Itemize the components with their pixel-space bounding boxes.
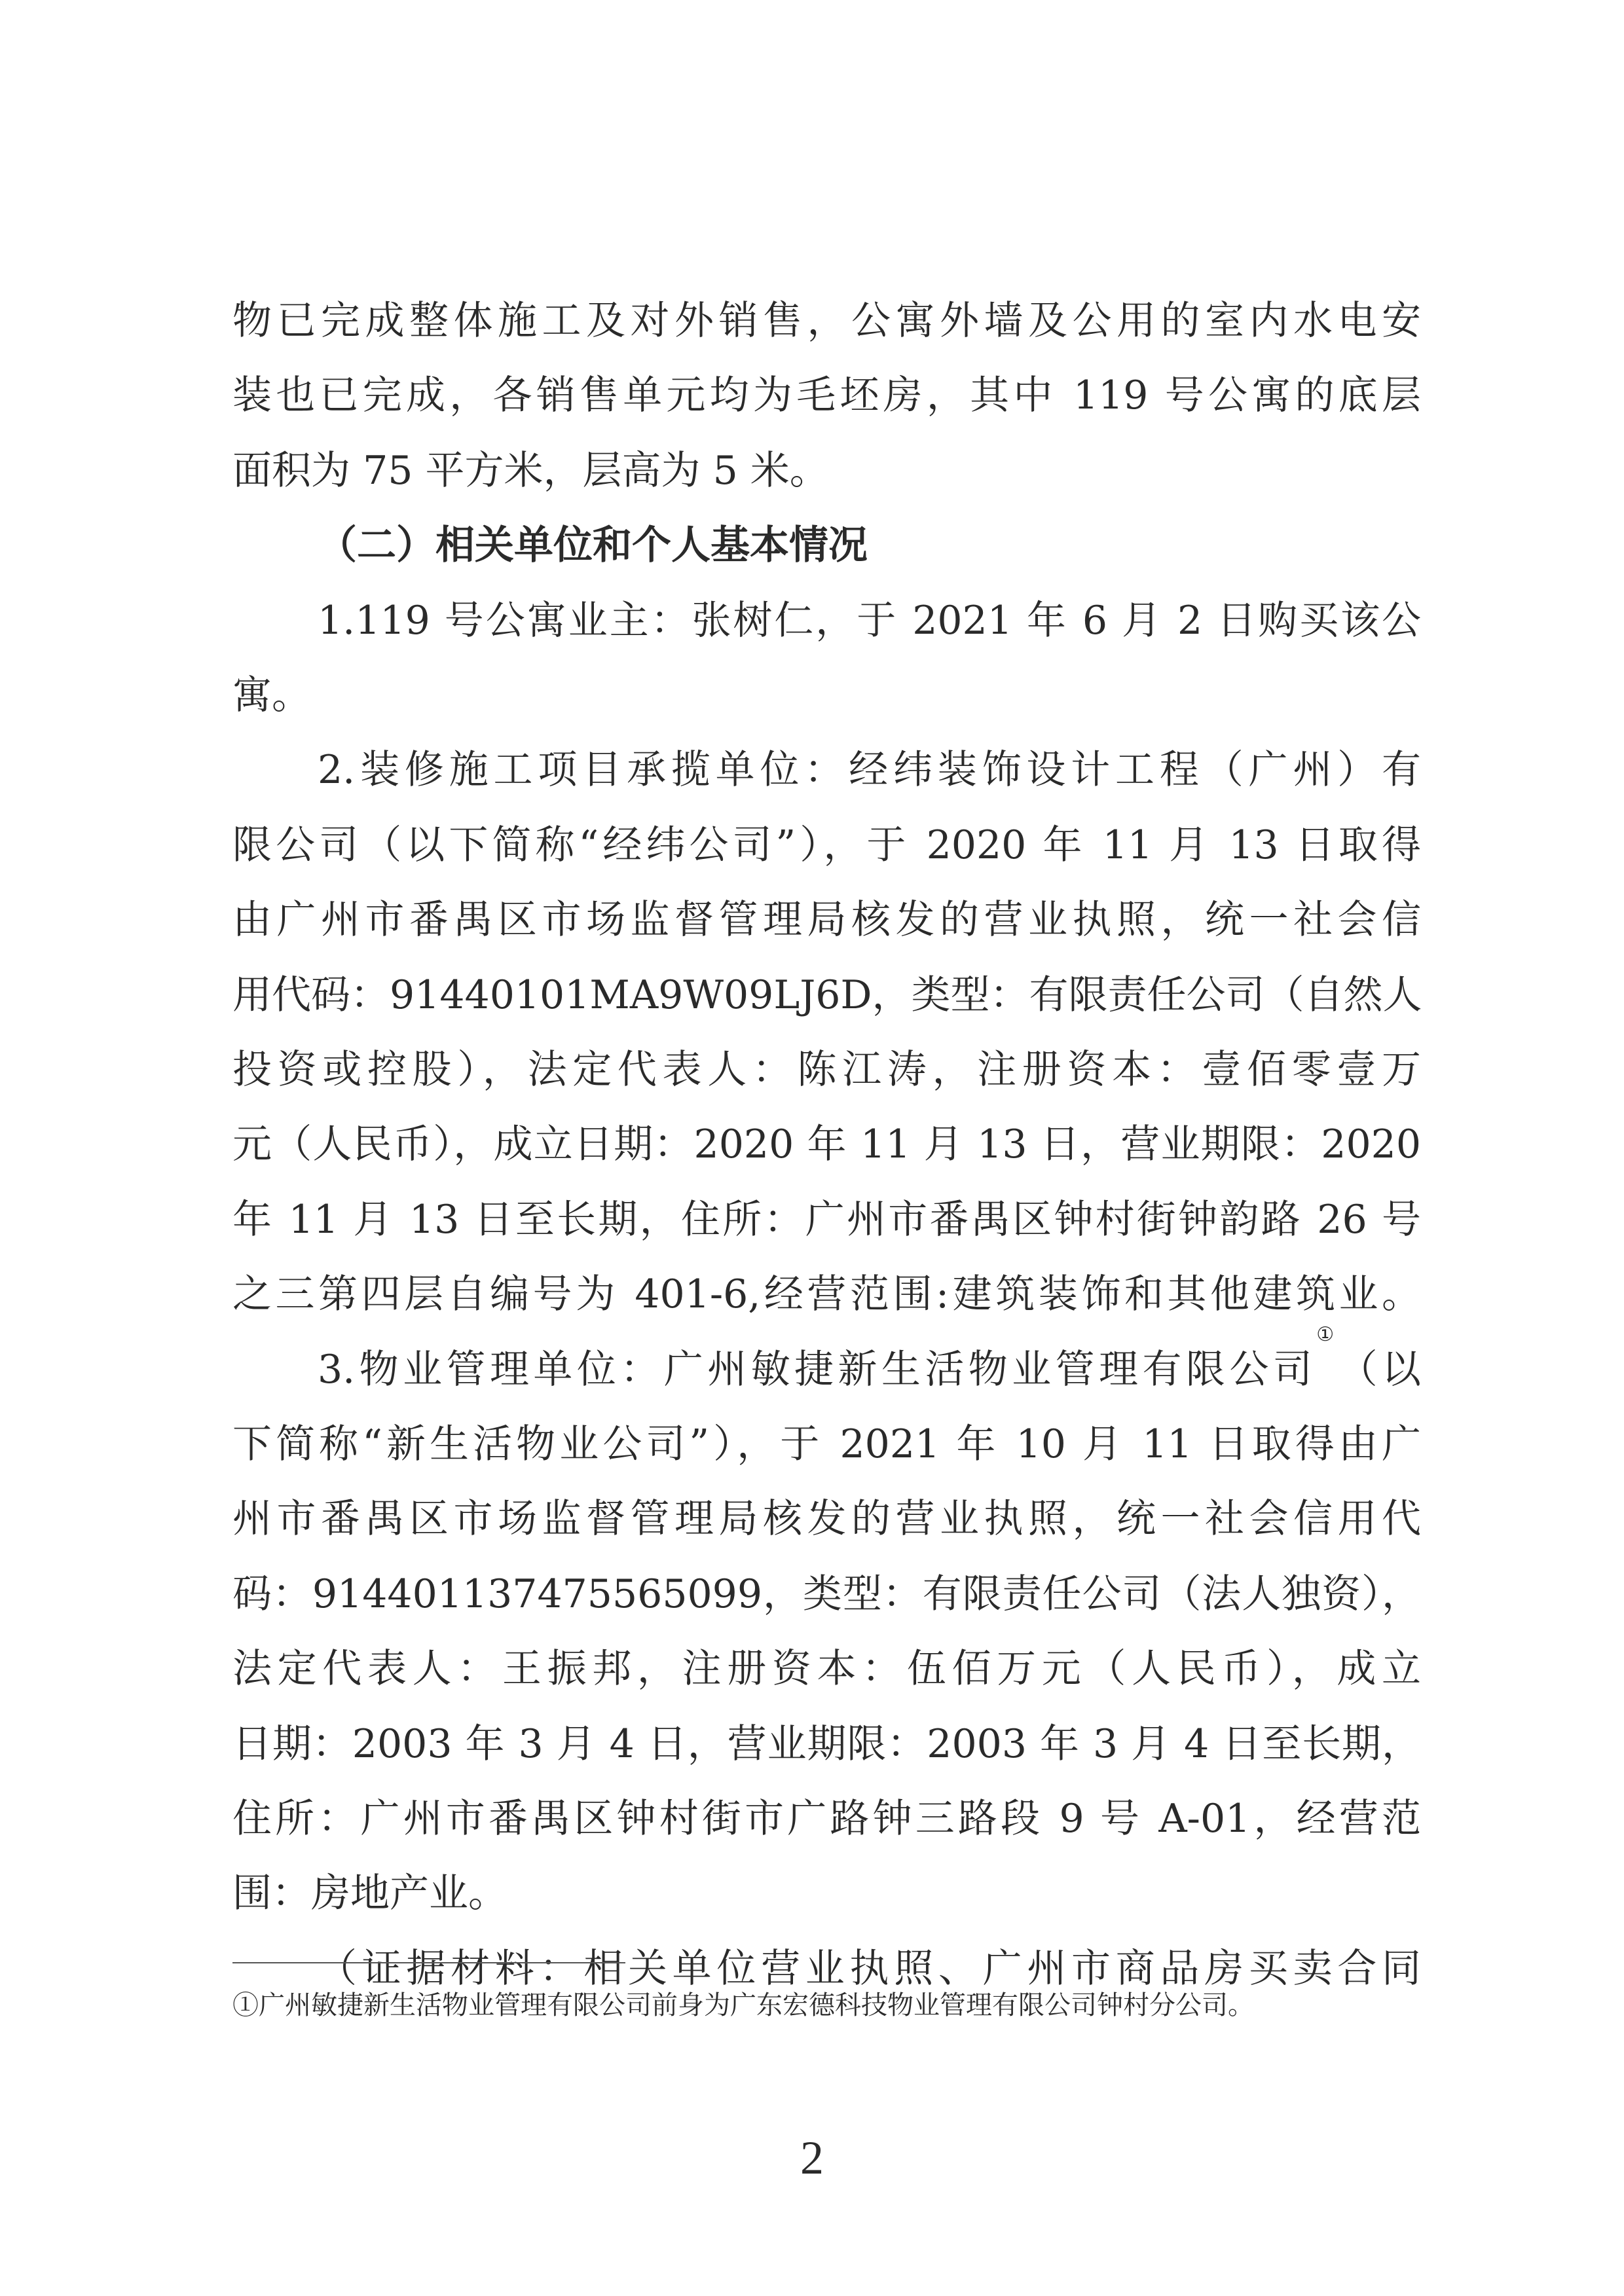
text-line [232, 441, 1421, 500]
line-text: 码：914401137475565099，类型：有限责任公司（法人独资）， [232, 1571, 1421, 1617]
text-line [318, 740, 1421, 799]
line-text: 限公司（以下简称“经纬公司”），于 2020 年 11 月 13 日取得 [232, 822, 1421, 868]
text-line [232, 1789, 1421, 1848]
text-line [232, 1415, 1421, 1474]
text-line [232, 1190, 1421, 1249]
line-text: 下简称“新生活物业公司”），于 2021 年 10 月 11 日取得由广 [232, 1421, 1421, 1467]
line-text: （证据材料：相关单位营业执照、广州市商品房买卖合同 [318, 1945, 1421, 1992]
line-text: 法定代表人：王振邦，注册资本：伍佰万元（人民币），成立 [232, 1646, 1421, 1692]
line-text: 用代码：91440101MA9W09LJ6D，类型：有限责任公司（自然人 [232, 972, 1422, 1018]
line-text: 3.物业管理单位：广州敏捷新生活物业管理有限公司 [318, 1346, 1317, 1393]
footnote: ①广州敏捷新生活物业管理有限公司前身为广东宏德科技物业管理有限公司钟村分公司。 [232, 1990, 1254, 2020]
text-line [232, 666, 1421, 725]
text-line [318, 591, 1421, 650]
text-line [232, 890, 1421, 949]
line-text-continued: （以 [1338, 1346, 1422, 1393]
line-text: 装也已完成，各销售单元均为毛坯房，其中 119 号公寓的底层 [232, 373, 1421, 419]
text-line [318, 1322, 1422, 1399]
line-text: 投资或控股），法定代表人：陈江涛，注册资本：壹佰零壹万 [232, 1047, 1421, 1093]
line-text: 日期：2003 年 3 月 4 日，营业期限：2003 年 3 月 4 日至长期， [232, 1721, 1421, 1767]
line-text: 围：房地产业。 [232, 1870, 507, 1917]
footnote-divider [232, 1962, 625, 1963]
section-heading [318, 516, 1421, 575]
line-text: 年 11 月 13 日至长期，住所：广州市番禺区钟村街钟韵路 26 号 [232, 1196, 1421, 1243]
line-text: （二）相关单位和个人基本情况 [318, 522, 868, 569]
line-text: 面积为 75 平方米，层高为 5 米。 [232, 447, 829, 494]
line-text: 1.119 号公寓业主：张树仁，于 2021 年 6 月 2 日购买该公 [318, 597, 1421, 644]
page-number: 2 [800, 2132, 824, 2184]
text-line [232, 1715, 1421, 1774]
line-text: 元（人民币），成立日期：2020 年 11 月 13 日，营业期限：2020 [232, 1121, 1421, 1168]
text-line [232, 366, 1421, 425]
line-text: 由广州市番禺区市场监督管理局核发的营业执照，统一社会信 [232, 897, 1421, 943]
line-text: 州市番禺区市场监督管理局核发的营业执照，统一社会信用代 [232, 1496, 1421, 1542]
line-text: 物已完成整体施工及对外销售，公寓外墙及公用的室内水电安 [232, 298, 1421, 344]
line-text: 2.装修施工项目承揽单位：经纬装饰设计工程（广州）有 [318, 747, 1421, 793]
footnote-marker[interactable]: ① [1316, 1322, 1338, 1346]
text-line [232, 816, 1421, 875]
text-line [232, 1265, 1421, 1324]
text-line [232, 1864, 1421, 1923]
text-line [232, 291, 1421, 350]
text-line [232, 966, 1421, 1025]
text-line [232, 1489, 1421, 1548]
line-text: 寓。 [232, 672, 311, 718]
line-text: 之三第四层自编号为 401-6,经营范围:建筑装饰和其他建筑业。 [232, 1271, 1421, 1318]
text-line [232, 1115, 1421, 1174]
text-line [232, 1565, 1421, 1624]
line-text: 住所：广州市番禺区钟村街市广路钟三路段 9 号 A-01，经营范 [232, 1796, 1421, 1842]
text-line [232, 1639, 1421, 1698]
text-line [232, 1040, 1421, 1099]
